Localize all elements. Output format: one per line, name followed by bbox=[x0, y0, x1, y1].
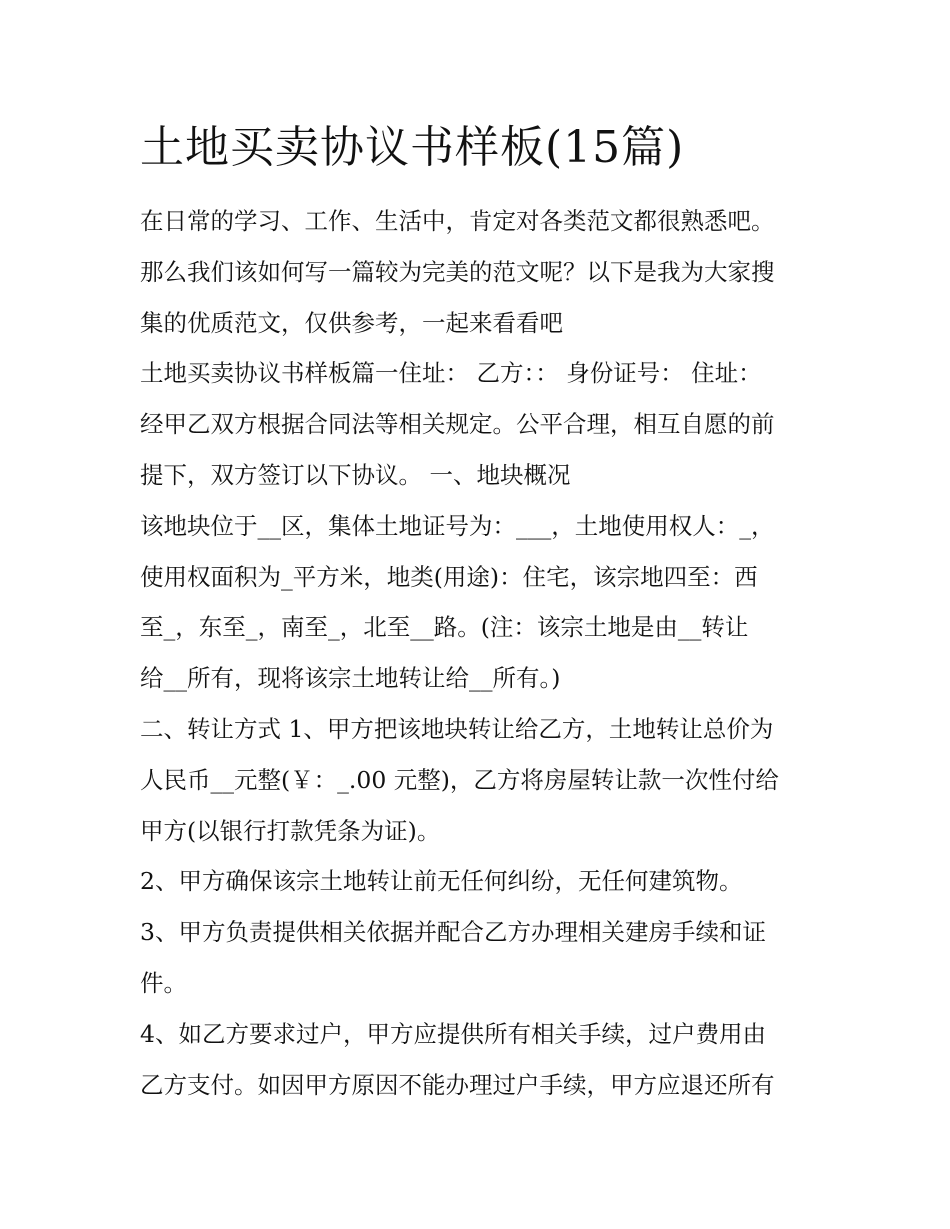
body-line: 2、甲方确保该宗土地转让前无任何纠纷，无任何建筑物。 bbox=[140, 867, 743, 896]
body-line: 给__所有，现将该宗土地转让给__所有。) bbox=[140, 664, 561, 693]
body-line: 乙方支付。如因甲方原因不能办理过户手续，甲方应退还所有 bbox=[140, 1070, 775, 1099]
body-line: 那么我们该如何写一篇较为完美的范文呢？以下是我为大家搜 bbox=[140, 257, 775, 286]
body-line: 经甲乙双方根据合同法等相关规定。公平合理，相互自愿的前 bbox=[140, 410, 775, 439]
body-line: 二、转让方式 1、甲方把该地块转让给乙方，土地转让总价为 bbox=[140, 714, 774, 743]
body-line: 集的优质范文，仅供参考，一起来看看吧 bbox=[140, 308, 563, 337]
document-title: 土地买卖协议书样板(15篇) bbox=[140, 122, 685, 173]
body-line: 使用权面积为_平方米，地类(用途)：住宅，该宗地四至：西 bbox=[140, 562, 758, 591]
body-line: 件。 bbox=[140, 968, 187, 997]
body-line: 4、如乙方要求过户，甲方应提供所有相关手续，过户费用由 bbox=[140, 1019, 766, 1048]
body-line: 人民币__元整(￥：_.00 元整)，乙方将房屋转让款一次性付给 bbox=[140, 765, 779, 794]
body-line: 至_，东至_，南至_，北至__路。(注：该宗土地是由__转让 bbox=[140, 613, 749, 642]
body-line: 土地买卖协议书样板篇一住址： 乙方：： 身份证号： 住址： bbox=[140, 359, 762, 388]
body-line: 3、甲方负责提供相关依据并配合乙方办理相关建房手续和证 bbox=[140, 918, 766, 947]
body-line: 在日常的学习、工作、生活中，肯定对各类范文都很熟悉吧。 bbox=[140, 207, 775, 235]
body-line: 甲方(以银行打款凭条为证)。 bbox=[140, 816, 441, 845]
body-line: 提下，双方签订以下协议。 一、地块概况 bbox=[140, 460, 571, 489]
document-body bbox=[140, 196, 820, 1110]
body-line: 该地块位于__区，集体土地证号为：___，土地使用权人：_， bbox=[140, 511, 775, 540]
